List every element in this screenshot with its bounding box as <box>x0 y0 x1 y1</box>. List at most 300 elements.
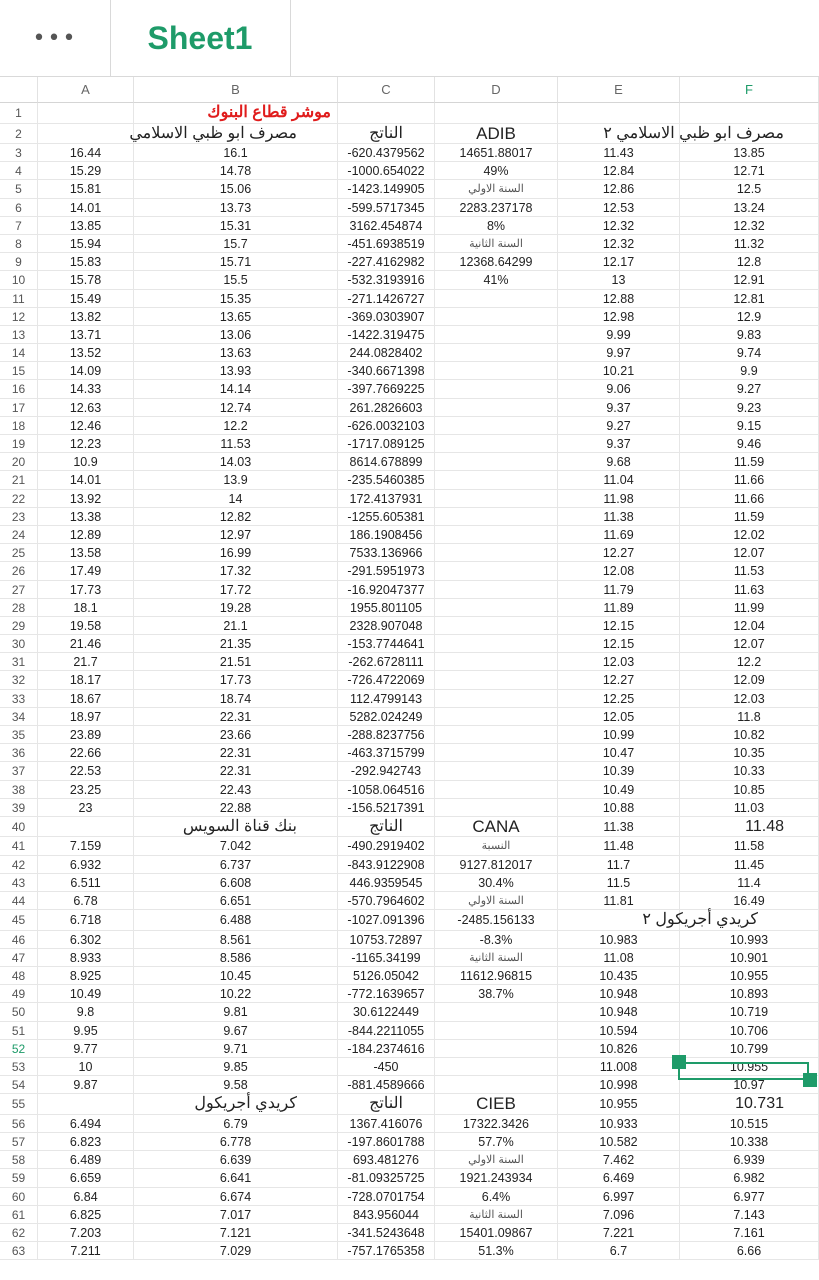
cell-D14[interactable] <box>435 344 558 362</box>
cell-B14[interactable]: 13.63 <box>134 344 338 362</box>
cell-A50[interactable]: 9.8 <box>38 1003 134 1021</box>
cell-F26[interactable]: 11.53 <box>680 562 819 580</box>
cell-A47[interactable]: 8.933 <box>38 949 134 967</box>
cell-C27[interactable]: -16.92047377 <box>338 581 435 599</box>
cell-C18[interactable]: -626.0032103 <box>338 417 435 435</box>
cell-A62[interactable]: 7.203 <box>38 1224 134 1242</box>
cell-F41[interactable]: 11.58 <box>680 837 819 855</box>
cell-E36[interactable]: 10.47 <box>558 744 680 762</box>
cell-C56[interactable]: 1367.416076 <box>338 1115 435 1133</box>
cell-C34[interactable]: 5282.024249 <box>338 708 435 726</box>
cell-B32[interactable]: 17.73 <box>134 671 338 689</box>
cell-D48[interactable]: 11612.96815 <box>435 967 558 985</box>
cell-B47[interactable]: 8.586 <box>134 949 338 967</box>
cell-B25[interactable]: 16.99 <box>134 544 338 562</box>
cell-C36[interactable]: -463.3715799 <box>338 744 435 762</box>
row-number[interactable]: 2 <box>0 124 38 145</box>
cell-C14[interactable]: 244.0828402 <box>338 344 435 362</box>
row-number[interactable]: 41 <box>0 837 38 855</box>
cell-A39[interactable]: 23 <box>38 799 134 817</box>
cell-B40[interactable]: بنك قناة السويس <box>134 817 338 838</box>
column-header-B[interactable]: B <box>134 77 338 103</box>
cell-F9[interactable]: 12.8 <box>680 253 819 271</box>
row-number[interactable]: 32 <box>0 671 38 689</box>
row-number[interactable]: 47 <box>0 949 38 967</box>
cell-C44[interactable]: -570.7964602 <box>338 892 435 910</box>
cell-B61[interactable]: 7.017 <box>134 1206 338 1224</box>
cell-D31[interactable] <box>435 653 558 671</box>
cell-E57[interactable]: 10.582 <box>558 1133 680 1151</box>
cell-F61[interactable]: 7.143 <box>680 1206 819 1224</box>
cell-B52[interactable]: 9.71 <box>134 1040 338 1058</box>
cell-D13[interactable] <box>435 326 558 344</box>
row-number[interactable]: 24 <box>0 526 38 544</box>
cell-C50[interactable]: 30.6122449 <box>338 1003 435 1021</box>
cell-E32[interactable]: 12.27 <box>558 671 680 689</box>
cell-A21[interactable]: 14.01 <box>38 471 134 489</box>
cell-B53[interactable]: 9.85 <box>134 1058 338 1076</box>
cell-D19[interactable] <box>435 435 558 453</box>
cell-B26[interactable]: 17.32 <box>134 562 338 580</box>
cell-C9[interactable]: -227.4162982 <box>338 253 435 271</box>
cell-C16[interactable]: -397.7669225 <box>338 380 435 398</box>
cell-C32[interactable]: -726.4722069 <box>338 671 435 689</box>
cell-D58[interactable]: السنة الاولي <box>435 1151 558 1169</box>
cell-D54[interactable] <box>435 1076 558 1094</box>
cell-A38[interactable]: 23.25 <box>38 781 134 799</box>
cell-F37[interactable]: 10.33 <box>680 762 819 780</box>
cell-B35[interactable]: 23.66 <box>134 726 338 744</box>
cell-C12[interactable]: -369.0303907 <box>338 308 435 326</box>
cell-D22[interactable] <box>435 490 558 508</box>
cell-A15[interactable]: 14.09 <box>38 362 134 380</box>
cell-E60[interactable]: 6.997 <box>558 1188 680 1206</box>
cell-F10[interactable]: 12.91 <box>680 271 819 289</box>
cell-A53[interactable]: 10 <box>38 1058 134 1076</box>
cell-F17[interactable]: 9.23 <box>680 399 819 417</box>
column-header-D[interactable]: D <box>435 77 558 103</box>
cell-C4[interactable]: -1000.654022 <box>338 162 435 180</box>
row-number[interactable]: 39 <box>0 799 38 817</box>
cell-C22[interactable]: 172.4137931 <box>338 490 435 508</box>
cell-E12[interactable]: 12.98 <box>558 308 680 326</box>
cell-C33[interactable]: 112.4799143 <box>338 690 435 708</box>
cell-D53[interactable] <box>435 1058 558 1076</box>
cell-E38[interactable]: 10.49 <box>558 781 680 799</box>
cell-A11[interactable]: 15.49 <box>38 290 134 308</box>
row-number[interactable]: 38 <box>0 781 38 799</box>
row-number[interactable]: 63 <box>0 1242 38 1260</box>
cell-C39[interactable]: -156.5217391 <box>338 799 435 817</box>
row-number[interactable]: 25 <box>0 544 38 562</box>
cell-B4[interactable]: 14.78 <box>134 162 338 180</box>
cell-D11[interactable] <box>435 290 558 308</box>
cell-C20[interactable]: 8614.678899 <box>338 453 435 471</box>
row-number[interactable]: 14 <box>0 344 38 362</box>
cell-D61[interactable]: السنة الثانية <box>435 1206 558 1224</box>
cell-D16[interactable] <box>435 380 558 398</box>
row-number[interactable]: 52 <box>0 1040 38 1058</box>
cell-E10[interactable]: 13 <box>558 271 680 289</box>
row-number[interactable]: 29 <box>0 617 38 635</box>
row-number[interactable]: 4 <box>0 162 38 180</box>
cell-D20[interactable] <box>435 453 558 471</box>
cell-C62[interactable]: -341.5243648 <box>338 1224 435 1242</box>
cell-D8[interactable]: السنة الثانية <box>435 235 558 253</box>
cell-A4[interactable]: 15.29 <box>38 162 134 180</box>
cell-B42[interactable]: 6.737 <box>134 856 338 874</box>
cell-E46[interactable]: 10.983 <box>558 931 680 949</box>
cell-E50[interactable]: 10.948 <box>558 1003 680 1021</box>
spreadsheet-grid[interactable] <box>0 103 819 1280</box>
cell-B6[interactable]: 13.73 <box>134 199 338 217</box>
cell-E34[interactable]: 12.05 <box>558 708 680 726</box>
cell-F7[interactable]: 12.32 <box>680 217 819 235</box>
cell-E59[interactable]: 6.469 <box>558 1169 680 1187</box>
cell-A13[interactable]: 13.71 <box>38 326 134 344</box>
cell-B13[interactable]: 13.06 <box>134 326 338 344</box>
cell-F58[interactable]: 6.939 <box>680 1151 819 1169</box>
cell-A60[interactable]: 6.84 <box>38 1188 134 1206</box>
cell-E6[interactable]: 12.53 <box>558 199 680 217</box>
cell-D18[interactable] <box>435 417 558 435</box>
cell-D17[interactable] <box>435 399 558 417</box>
cell-C6[interactable]: -599.5717345 <box>338 199 435 217</box>
row-number[interactable]: 40 <box>0 817 38 838</box>
cell-D9[interactable]: 12368.64299 <box>435 253 558 271</box>
cell-A45[interactable]: 6.718 <box>38 910 134 931</box>
cell-A48[interactable]: 8.925 <box>38 967 134 985</box>
row-number[interactable]: 54 <box>0 1076 38 1094</box>
row-number[interactable]: 44 <box>0 892 38 910</box>
cell-C35[interactable]: -288.8237756 <box>338 726 435 744</box>
cell-F48[interactable]: 10.955 <box>680 967 819 985</box>
cell-E55[interactable]: 10.955 <box>558 1094 680 1115</box>
cell-D25[interactable] <box>435 544 558 562</box>
cell-F57[interactable]: 10.338 <box>680 1133 819 1151</box>
cell-D35[interactable] <box>435 726 558 744</box>
cell-E11[interactable]: 12.88 <box>558 290 680 308</box>
cell-E23[interactable]: 11.38 <box>558 508 680 526</box>
cell-A24[interactable]: 12.89 <box>38 526 134 544</box>
cell-E48[interactable]: 10.435 <box>558 967 680 985</box>
cell-E24[interactable]: 11.69 <box>558 526 680 544</box>
cell-B22[interactable]: 14 <box>134 490 338 508</box>
row-number[interactable]: 59 <box>0 1169 38 1187</box>
cell-A36[interactable]: 22.66 <box>38 744 134 762</box>
cell-A16[interactable]: 14.33 <box>38 380 134 398</box>
cell-E63[interactable]: 6.7 <box>558 1242 680 1260</box>
cell-D57[interactable]: 57.7% <box>435 1133 558 1151</box>
cell-C42[interactable]: -843.9122908 <box>338 856 435 874</box>
cell-E27[interactable]: 11.79 <box>558 581 680 599</box>
cell-D23[interactable] <box>435 508 558 526</box>
cell-D6[interactable]: 2283.237178 <box>435 199 558 217</box>
cell-C61[interactable]: 843.956044 <box>338 1206 435 1224</box>
cell-F25[interactable]: 12.07 <box>680 544 819 562</box>
row-number[interactable]: 26 <box>0 562 38 580</box>
cell-D39[interactable] <box>435 799 558 817</box>
cell-C25[interactable]: 7533.136966 <box>338 544 435 562</box>
row-number[interactable]: 61 <box>0 1206 38 1224</box>
cell-E26[interactable]: 12.08 <box>558 562 680 580</box>
row-number[interactable]: 19 <box>0 435 38 453</box>
cell-F33[interactable]: 12.03 <box>680 690 819 708</box>
row-number[interactable]: 55 <box>0 1094 38 1115</box>
cell-E5[interactable]: 12.86 <box>558 180 680 198</box>
cell-E7[interactable]: 12.32 <box>558 217 680 235</box>
cell-D49[interactable]: 38.7% <box>435 985 558 1003</box>
row-number[interactable]: 22 <box>0 490 38 508</box>
cell-A42[interactable]: 6.932 <box>38 856 134 874</box>
cell-A9[interactable]: 15.83 <box>38 253 134 271</box>
cell-F19[interactable]: 9.46 <box>680 435 819 453</box>
cell-E30[interactable]: 12.15 <box>558 635 680 653</box>
row-number[interactable]: 42 <box>0 856 38 874</box>
cell-E4[interactable]: 12.84 <box>558 162 680 180</box>
cell-A17[interactable]: 12.63 <box>38 399 134 417</box>
cell-C8[interactable]: -451.6938519 <box>338 235 435 253</box>
cell-A30[interactable]: 21.46 <box>38 635 134 653</box>
cell-B55[interactable]: كريدي أجريكول <box>134 1094 338 1115</box>
cell-C26[interactable]: -291.5951973 <box>338 562 435 580</box>
cell-E54[interactable]: 10.998 <box>558 1076 680 1094</box>
cell-C24[interactable]: 186.1908456 <box>338 526 435 544</box>
cell-E9[interactable]: 12.17 <box>558 253 680 271</box>
cell-A3[interactable]: 16.44 <box>38 144 134 162</box>
cell-C49[interactable]: -772.1639657 <box>338 985 435 1003</box>
cell-E42[interactable]: 11.7 <box>558 856 680 874</box>
cell-B41[interactable]: 7.042 <box>134 837 338 855</box>
cell-B5[interactable]: 15.06 <box>134 180 338 198</box>
cell-A31[interactable]: 21.7 <box>38 653 134 671</box>
cell-A41[interactable]: 7.159 <box>38 837 134 855</box>
row-number[interactable]: 60 <box>0 1188 38 1206</box>
cell-A37[interactable]: 22.53 <box>38 762 134 780</box>
cell-C1[interactable] <box>338 103 435 124</box>
cell-F60[interactable]: 6.977 <box>680 1188 819 1206</box>
cell-A32[interactable]: 18.17 <box>38 671 134 689</box>
row-number[interactable]: 33 <box>0 690 38 708</box>
cell-A61[interactable]: 6.825 <box>38 1206 134 1224</box>
cell-D12[interactable] <box>435 308 558 326</box>
cell-D36[interactable] <box>435 744 558 762</box>
cell-C53[interactable]: -450 <box>338 1058 435 1076</box>
cell-C17[interactable]: 261.2826603 <box>338 399 435 417</box>
cell-E20[interactable]: 9.68 <box>558 453 680 471</box>
cell-A40[interactable] <box>38 817 134 838</box>
cell-F14[interactable]: 9.74 <box>680 344 819 362</box>
cell-D37[interactable] <box>435 762 558 780</box>
cell-A28[interactable]: 18.1 <box>38 599 134 617</box>
cell-F50[interactable]: 10.719 <box>680 1003 819 1021</box>
cell-D32[interactable] <box>435 671 558 689</box>
cell-E53[interactable]: 11.008 <box>558 1058 680 1076</box>
cell-F39[interactable]: 11.03 <box>680 799 819 817</box>
cell-F29[interactable]: 12.04 <box>680 617 819 635</box>
cell-F20[interactable]: 11.59 <box>680 453 819 471</box>
cell-C48[interactable]: 5126.05042 <box>338 967 435 985</box>
row-number[interactable]: 17 <box>0 399 38 417</box>
cell-E33[interactable]: 12.25 <box>558 690 680 708</box>
cell-A6[interactable]: 14.01 <box>38 199 134 217</box>
cell-C55[interactable]: الناتج <box>338 1094 435 1115</box>
cell-B19[interactable]: 11.53 <box>134 435 338 453</box>
cell-F44[interactable]: 16.49 <box>680 892 819 910</box>
cell-A2[interactable] <box>38 124 134 145</box>
cell-F51[interactable]: 10.706 <box>680 1022 819 1040</box>
cell-D62[interactable]: 15401.09867 <box>435 1224 558 1242</box>
cell-D7[interactable]: 8% <box>435 217 558 235</box>
cell-A27[interactable]: 17.73 <box>38 581 134 599</box>
row-number[interactable]: 12 <box>0 308 38 326</box>
cell-E1[interactable] <box>558 103 680 124</box>
cell-F5[interactable]: 12.5 <box>680 180 819 198</box>
cell-D15[interactable] <box>435 362 558 380</box>
cell-F63[interactable]: 6.66 <box>680 1242 819 1260</box>
cell-C47[interactable]: -1165.34199 <box>338 949 435 967</box>
cell-E41[interactable]: 11.48 <box>558 837 680 855</box>
cell-E37[interactable]: 10.39 <box>558 762 680 780</box>
cell-F49[interactable]: 10.893 <box>680 985 819 1003</box>
cell-D4[interactable]: 49% <box>435 162 558 180</box>
cell-F36[interactable]: 10.35 <box>680 744 819 762</box>
row-number[interactable]: 45 <box>0 910 38 931</box>
cell-C43[interactable]: 446.9359545 <box>338 874 435 892</box>
cell-E56[interactable]: 10.933 <box>558 1115 680 1133</box>
cell-C19[interactable]: -1717.089125 <box>338 435 435 453</box>
cell-D46[interactable]: -8.3% <box>435 931 558 949</box>
cell-B20[interactable]: 14.03 <box>134 453 338 471</box>
cell-F47[interactable]: 10.901 <box>680 949 819 967</box>
cell-E43[interactable]: 11.5 <box>558 874 680 892</box>
cell-F56[interactable]: 10.515 <box>680 1115 819 1133</box>
cell-B23[interactable]: 12.82 <box>134 508 338 526</box>
cell-B16[interactable]: 14.14 <box>134 380 338 398</box>
selection-handle-end[interactable] <box>803 1073 817 1087</box>
row-number[interactable]: 8 <box>0 235 38 253</box>
row-number[interactable]: 51 <box>0 1022 38 1040</box>
row-number[interactable]: 36 <box>0 744 38 762</box>
row-number[interactable]: 34 <box>0 708 38 726</box>
cell-B57[interactable]: 6.778 <box>134 1133 338 1151</box>
cell-D50[interactable] <box>435 1003 558 1021</box>
row-number[interactable]: 13 <box>0 326 38 344</box>
row-number[interactable]: 46 <box>0 931 38 949</box>
cell-D10[interactable]: 41% <box>435 271 558 289</box>
cell-F1[interactable] <box>680 103 819 124</box>
cell-A19[interactable]: 12.23 <box>38 435 134 453</box>
cell-F43[interactable]: 11.4 <box>680 874 819 892</box>
cell-C54[interactable]: -881.4589666 <box>338 1076 435 1094</box>
row-number[interactable]: 16 <box>0 380 38 398</box>
cell-E47[interactable]: 11.08 <box>558 949 680 967</box>
cell-A29[interactable]: 19.58 <box>38 617 134 635</box>
row-number[interactable]: 27 <box>0 581 38 599</box>
cell-E8[interactable]: 12.32 <box>558 235 680 253</box>
row-number[interactable]: 43 <box>0 874 38 892</box>
cell-B45[interactable]: 6.488 <box>134 910 338 931</box>
row-number[interactable]: 15 <box>0 362 38 380</box>
cell-C11[interactable]: -271.1426727 <box>338 290 435 308</box>
column-header-A[interactable]: A <box>38 77 134 103</box>
cell-B11[interactable]: 15.35 <box>134 290 338 308</box>
cell-A20[interactable]: 10.9 <box>38 453 134 471</box>
cell-F2[interactable]: مصرف ابو ظبي الاسلامي ٢ <box>680 124 819 145</box>
cell-F6[interactable]: 13.24 <box>680 199 819 217</box>
cell-F40[interactable]: 11.48 <box>680 817 819 838</box>
cell-E35[interactable]: 10.99 <box>558 726 680 744</box>
row-number[interactable]: 6 <box>0 199 38 217</box>
column-header-F[interactable]: F <box>680 77 819 103</box>
cell-C28[interactable]: 1955.801105 <box>338 599 435 617</box>
row-number[interactable]: 7 <box>0 217 38 235</box>
cell-D26[interactable] <box>435 562 558 580</box>
cell-A55[interactable] <box>38 1094 134 1115</box>
cell-A35[interactable]: 23.89 <box>38 726 134 744</box>
cell-F52[interactable]: 10.799 <box>680 1040 819 1058</box>
cell-B29[interactable]: 21.1 <box>134 617 338 635</box>
cell-E22[interactable]: 11.98 <box>558 490 680 508</box>
cell-E58[interactable]: 7.462 <box>558 1151 680 1169</box>
cell-E40[interactable]: 11.38 <box>558 817 680 838</box>
cell-B8[interactable]: 15.7 <box>134 235 338 253</box>
cell-B63[interactable]: 7.029 <box>134 1242 338 1260</box>
cell-E62[interactable]: 7.221 <box>558 1224 680 1242</box>
cell-F4[interactable]: 12.71 <box>680 162 819 180</box>
cell-D55[interactable]: CIEB <box>435 1094 558 1115</box>
cell-A43[interactable]: 6.511 <box>38 874 134 892</box>
cell-B34[interactable]: 22.31 <box>134 708 338 726</box>
cell-A44[interactable]: 6.78 <box>38 892 134 910</box>
cell-E31[interactable]: 12.03 <box>558 653 680 671</box>
row-number[interactable]: 20 <box>0 453 38 471</box>
row-number[interactable]: 53 <box>0 1058 38 1076</box>
cell-B62[interactable]: 7.121 <box>134 1224 338 1242</box>
cell-C57[interactable]: -197.8601788 <box>338 1133 435 1151</box>
cell-C46[interactable]: 10753.72897 <box>338 931 435 949</box>
cell-B9[interactable]: 15.71 <box>134 253 338 271</box>
cell-B48[interactable]: 10.45 <box>134 967 338 985</box>
cell-A33[interactable]: 18.67 <box>38 690 134 708</box>
row-number[interactable]: 37 <box>0 762 38 780</box>
cell-E44[interactable]: 11.81 <box>558 892 680 910</box>
cell-A1[interactable] <box>38 103 134 124</box>
cell-C3[interactable]: -620.4379562 <box>338 144 435 162</box>
cell-A51[interactable]: 9.95 <box>38 1022 134 1040</box>
cell-D2[interactable]: ADIB <box>435 124 558 145</box>
cell-E14[interactable]: 9.97 <box>558 344 680 362</box>
cell-A34[interactable]: 18.97 <box>38 708 134 726</box>
cell-B46[interactable]: 8.561 <box>134 931 338 949</box>
cell-C15[interactable]: -340.6671398 <box>338 362 435 380</box>
cell-C2[interactable]: الناتج <box>338 124 435 145</box>
cell-A63[interactable]: 7.211 <box>38 1242 134 1260</box>
cell-B24[interactable]: 12.97 <box>134 526 338 544</box>
cell-E28[interactable]: 11.89 <box>558 599 680 617</box>
cell-B44[interactable]: 6.651 <box>134 892 338 910</box>
cell-C40[interactable]: الناتج <box>338 817 435 838</box>
cell-D29[interactable] <box>435 617 558 635</box>
cell-A56[interactable]: 6.494 <box>38 1115 134 1133</box>
cell-D42[interactable]: 9127.812017 <box>435 856 558 874</box>
cell-B27[interactable]: 17.72 <box>134 581 338 599</box>
cell-B38[interactable]: 22.43 <box>134 781 338 799</box>
cell-B21[interactable]: 13.9 <box>134 471 338 489</box>
row-number[interactable]: 48 <box>0 967 38 985</box>
cell-A7[interactable]: 13.85 <box>38 217 134 235</box>
cell-F24[interactable]: 12.02 <box>680 526 819 544</box>
